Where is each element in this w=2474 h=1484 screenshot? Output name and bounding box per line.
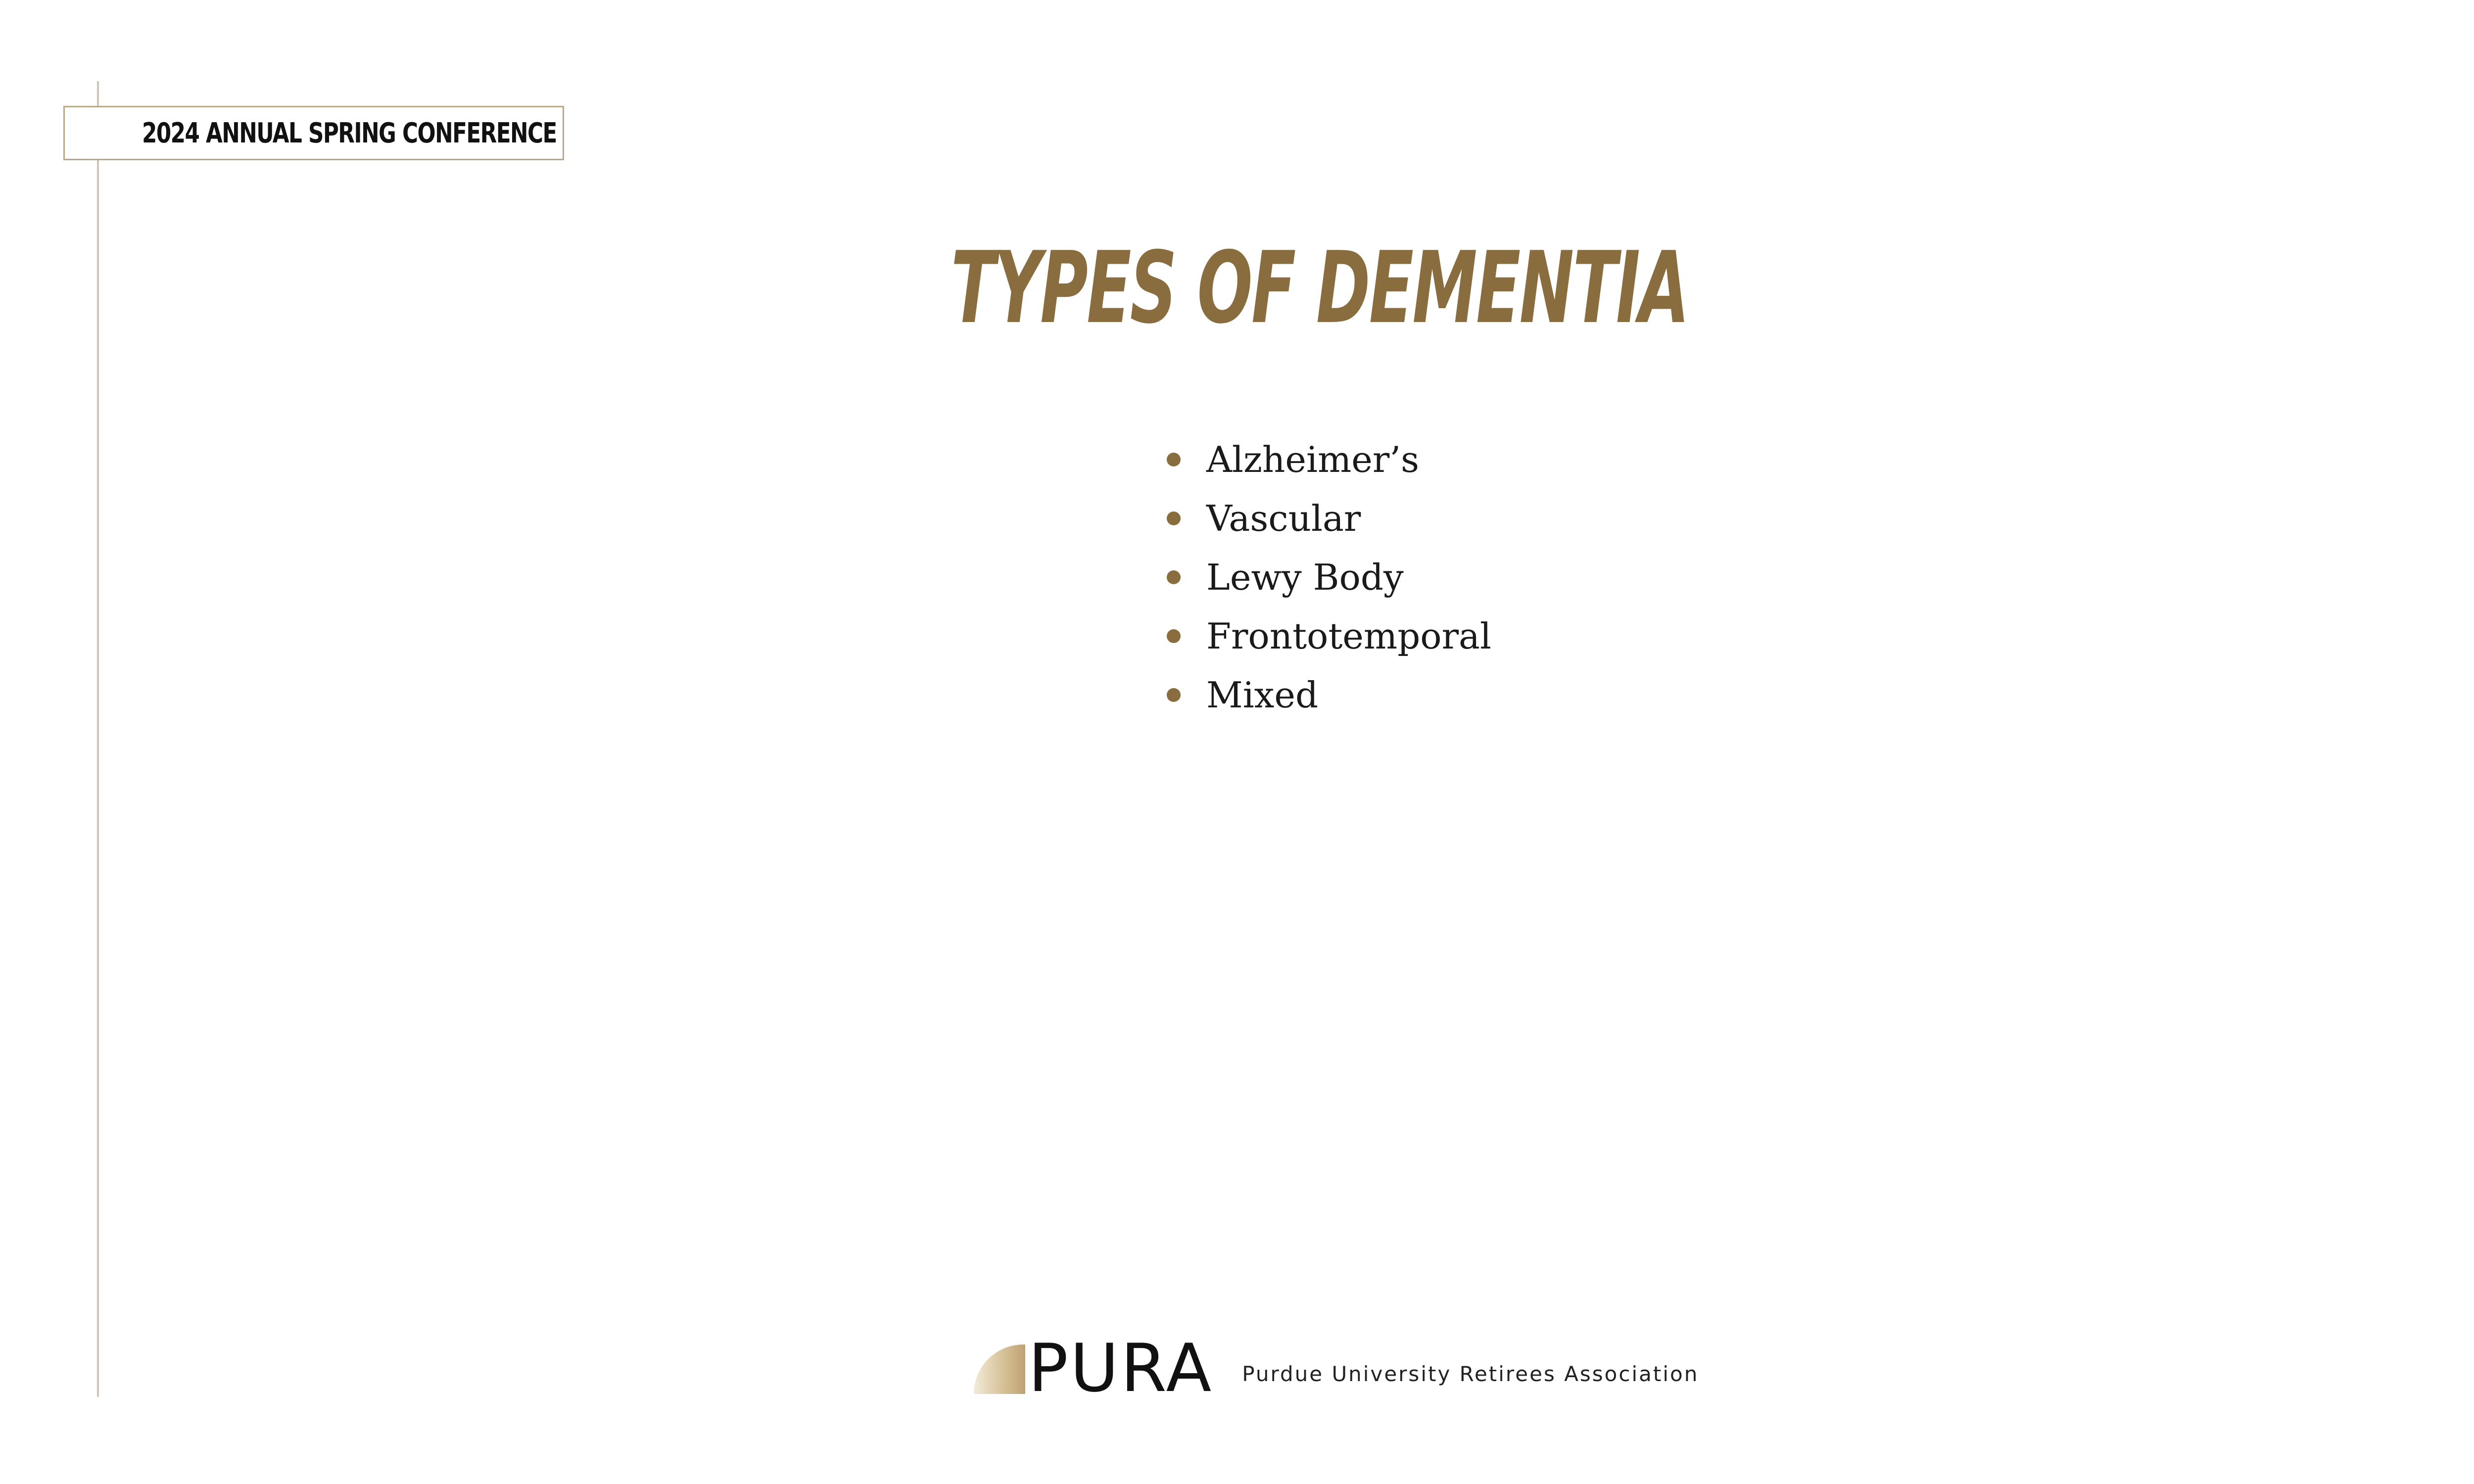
- slide-title: [0, 232, 2474, 345]
- bullet-item-text: Frontotemporal: [1206, 615, 1491, 657]
- organization-name: Purdue University Retirees Association: [1242, 1362, 1699, 1386]
- bullet-item: [1167, 430, 1491, 489]
- bullet-item-text: Mixed: [1206, 674, 1319, 716]
- bullet-item-text: Lewy Body: [1206, 556, 1404, 598]
- bullet-item: [1167, 489, 1491, 548]
- bullet-item: [1167, 607, 1491, 666]
- conference-tag: [63, 106, 564, 160]
- conference-tag-label: 2024 ANNUAL SPRING CONFERENCE: [142, 117, 557, 149]
- bullet-item-text: Alzheimer’s: [1206, 439, 1420, 480]
- slide-title-text: TYPES OF DEMENTIA: [951, 231, 1689, 346]
- bullet-dot-icon: [1167, 511, 1181, 525]
- bullet-list: [1167, 430, 1491, 725]
- pura-wordmark: PURA: [1028, 1330, 1214, 1407]
- bullet-dot-icon: [1167, 570, 1181, 584]
- bullet-dot-icon: [1167, 629, 1181, 643]
- pura-logo-mark-icon: [974, 1345, 1025, 1394]
- bullet-dot-icon: [1167, 688, 1181, 702]
- pura-logo: [974, 1330, 1699, 1407]
- bullet-item: [1167, 548, 1491, 607]
- bullet-item-text: Vascular: [1206, 498, 1361, 539]
- bullet-dot-icon: [1167, 453, 1181, 466]
- bullet-item: [1167, 666, 1491, 725]
